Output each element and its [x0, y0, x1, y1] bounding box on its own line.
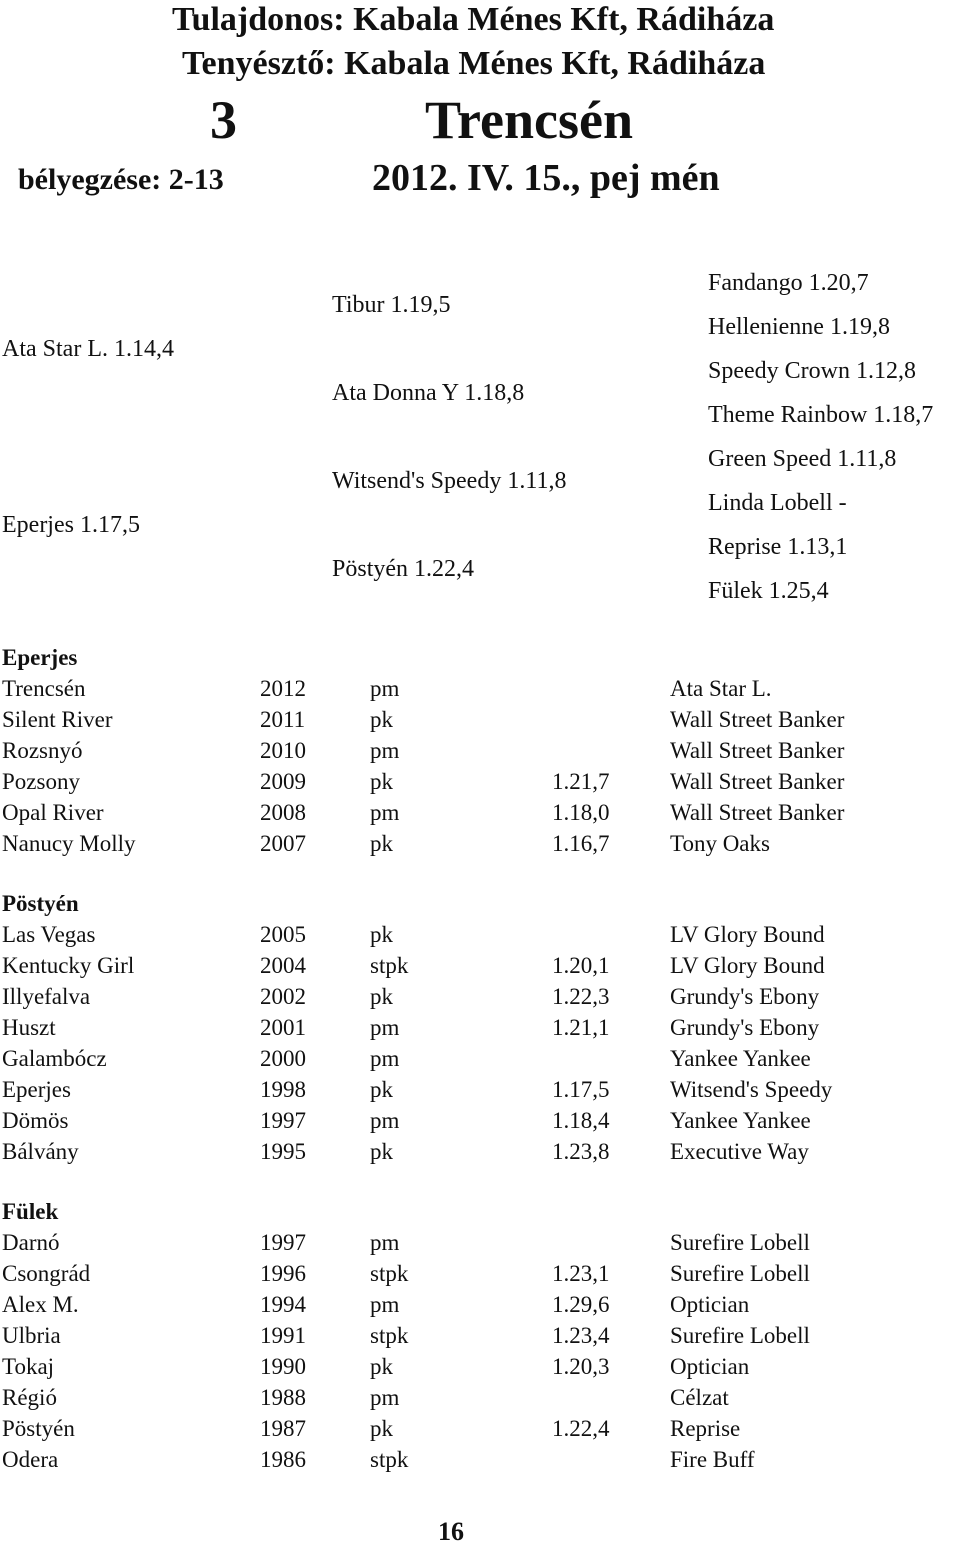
offspring-sire: Fire Buff [670, 1447, 755, 1472]
section-title: Pöstyén [2, 891, 79, 916]
offspring-sire: Optician [670, 1354, 750, 1379]
offspring-name: Las Vegas [2, 922, 96, 947]
offspring-sire: Yankee Yankee [670, 1108, 811, 1133]
offspring-name: Opal River [2, 800, 104, 825]
offspring-sex: stpk [370, 1447, 409, 1472]
offspring-year: 2004 [260, 953, 306, 978]
horse-name: Trencsén [425, 90, 633, 150]
offspring-sex: pm [370, 738, 400, 763]
offspring-year: 1995 [260, 1139, 306, 1164]
table-row [2, 1227, 942, 1258]
offspring-sire: LV Glory Bound [670, 922, 825, 947]
offspring-name: Illyefalva [2, 984, 91, 1009]
offspring-section-eperjes [2, 642, 942, 859]
owner-line: Tulajdonos: Kabala Ménes Kft, Rádiháza [172, 1, 775, 38]
table-row [2, 1258, 942, 1289]
offspring-name: Eperjes [2, 1077, 71, 1102]
offspring-sire: Célzat [670, 1385, 729, 1410]
offspring-year: 2000 [260, 1046, 306, 1071]
offspring-sex: pk [370, 922, 393, 947]
table-row [2, 1382, 942, 1413]
offspring-sex: pk [370, 831, 393, 856]
pedigree-g3-8: Fülek 1.25,4 [708, 578, 829, 604]
table-row [2, 981, 942, 1012]
offspring-name: Dömös [2, 1108, 69, 1133]
offspring-year: 2012 [260, 676, 306, 701]
pedigree-g3-7: Reprise 1.13,1 [708, 534, 848, 560]
offspring-sire: Grundy's Ebony [670, 1015, 820, 1040]
table-row [2, 919, 942, 950]
offspring-record: 1.21,1 [552, 1015, 610, 1040]
table-row [2, 1105, 942, 1136]
offspring-name: Huszt [2, 1015, 56, 1040]
offspring-sex: pm [370, 1015, 400, 1040]
offspring-sire: Reprise [670, 1416, 741, 1441]
offspring-year: 2010 [260, 738, 306, 763]
offspring-sex: stpk [370, 1323, 409, 1348]
offspring-name: Régió [2, 1385, 57, 1410]
pedigree-g3-4: Theme Rainbow 1.18,7 [708, 402, 934, 428]
offspring-record: 1.18,0 [552, 800, 610, 825]
table-row [2, 1351, 942, 1382]
offspring-sex: pk [370, 1416, 393, 1441]
offspring-sex: pk [370, 984, 393, 1009]
offspring-name: Darnó [2, 1230, 60, 1255]
catalog-number: 3 [210, 90, 237, 150]
offspring-sire: Surefire Lobell [670, 1261, 810, 1286]
offspring-sex: pk [370, 707, 393, 732]
offspring-name: Ulbria [2, 1323, 61, 1348]
offspring-year: 2005 [260, 922, 306, 947]
table-row [2, 704, 942, 735]
offspring-year: 1990 [260, 1354, 306, 1379]
offspring-record: 1.17,5 [552, 1077, 610, 1102]
offspring-sex: pk [370, 1139, 393, 1164]
pedigree-g3-5: Green Speed 1.11,8 [708, 446, 897, 472]
offspring-year: 1997 [260, 1230, 306, 1255]
offspring-sex: pm [370, 1385, 400, 1410]
offspring-name: Csongrád [2, 1261, 91, 1286]
pedigree-sire-dam: Ata Donna Y 1.18,8 [332, 380, 525, 406]
stamp-code: bélyegzése: 2-13 [18, 163, 224, 196]
offspring-name: Rozsnyó [2, 738, 83, 763]
offspring-name: Alex M. [2, 1292, 79, 1317]
pedigree-g3-1: Fandango 1.20,7 [708, 270, 869, 296]
offspring-year: 1994 [260, 1292, 306, 1317]
pedigree-sire: Ata Star L. 1.14,4 [2, 336, 174, 362]
birth-info: 2012. IV. 15., pej mén [372, 157, 720, 199]
offspring-record: 1.20,1 [552, 953, 610, 978]
offspring-year: 2002 [260, 984, 306, 1009]
offspring-sire: Witsend's Speedy [670, 1077, 833, 1102]
table-row [2, 1012, 942, 1043]
offspring-sex: pm [370, 1230, 400, 1255]
offspring-sex: pm [370, 800, 400, 825]
offspring-section-postyen [2, 888, 942, 1167]
offspring-name: Galambócz [2, 1046, 107, 1071]
offspring-year: 1987 [260, 1416, 306, 1441]
table-row [2, 1289, 942, 1320]
offspring-year: 1991 [260, 1323, 306, 1348]
offspring-year: 1997 [260, 1108, 306, 1133]
offspring-name: Trencsén [2, 676, 86, 701]
offspring-year: 2008 [260, 800, 306, 825]
offspring-year: 1998 [260, 1077, 306, 1102]
offspring-record: 1.23,4 [552, 1323, 610, 1348]
table-row [2, 766, 942, 797]
table-row [2, 1444, 942, 1475]
pedigree-dam-sire: Witsend's Speedy 1.11,8 [332, 468, 567, 494]
offspring-sex: stpk [370, 1261, 409, 1286]
table-row [2, 1136, 942, 1167]
offspring-name: Nanucy Molly [2, 831, 136, 856]
offspring-sex: pm [370, 1108, 400, 1133]
offspring-sire: Tony Oaks [670, 831, 770, 856]
offspring-year: 1988 [260, 1385, 306, 1410]
offspring-sex: pm [370, 1046, 400, 1071]
section-title: Fülek [2, 1199, 59, 1224]
offspring-sire: Grundy's Ebony [670, 984, 820, 1009]
offspring-name: Bálvány [2, 1139, 79, 1164]
offspring-sire: Executive Way [670, 1139, 809, 1164]
table-row [2, 735, 942, 766]
offspring-sire: Wall Street Banker [670, 707, 845, 732]
offspring-record: 1.18,4 [552, 1108, 610, 1133]
offspring-name: Silent River [2, 707, 113, 732]
offspring-year: 2011 [260, 707, 306, 732]
offspring-name: Kentucky Girl [2, 953, 135, 978]
offspring-record: 1.23,1 [552, 1261, 610, 1286]
offspring-record: 1.16,7 [552, 831, 610, 856]
offspring-sex: pm [370, 676, 400, 701]
offspring-sire: Wall Street Banker [670, 769, 845, 794]
offspring-year: 1986 [260, 1447, 306, 1472]
pedigree-dam: Eperjes 1.17,5 [2, 512, 140, 538]
table-row [2, 1074, 942, 1105]
offspring-record: 1.23,8 [552, 1139, 610, 1164]
pedigree-g3-3: Speedy Crown 1.12,8 [708, 358, 916, 384]
table-row [2, 1043, 942, 1074]
section-title: Eperjes [2, 645, 78, 670]
offspring-sire: Yankee Yankee [670, 1046, 811, 1071]
offspring-sire: Wall Street Banker [670, 800, 845, 825]
offspring-record: 1.21,7 [552, 769, 610, 794]
offspring-sire: LV Glory Bound [670, 953, 825, 978]
pedigree-g3-2: Hellenienne 1.19,8 [708, 314, 890, 340]
page-number: 16 [438, 1517, 464, 1546]
pedigree-dam-dam: Pöstyén 1.22,4 [332, 556, 475, 582]
offspring-year: 2009 [260, 769, 306, 794]
offspring-record: 1.22,4 [552, 1416, 610, 1441]
offspring-year: 2001 [260, 1015, 306, 1040]
pedigree-g3-6: Linda Lobell - [708, 490, 847, 516]
offspring-name: Pöstyén [2, 1416, 75, 1441]
offspring-section-fulek [2, 1196, 942, 1475]
offspring-year: 2007 [260, 831, 306, 856]
table-row [2, 828, 942, 859]
offspring-sex: pk [370, 1077, 393, 1102]
offspring-record: 1.22,3 [552, 984, 610, 1009]
table-row [2, 950, 942, 981]
table-row [2, 797, 942, 828]
offspring-sex: pm [370, 1292, 400, 1317]
offspring-sire: Ata Star L. [670, 676, 772, 701]
offspring-sire: Surefire Lobell [670, 1323, 810, 1348]
table-row [2, 1413, 942, 1444]
offspring-sex: stpk [370, 953, 409, 978]
table-row [2, 1320, 942, 1351]
pedigree-sire-sire: Tibur 1.19,5 [332, 292, 451, 318]
offspring-year: 1996 [260, 1261, 306, 1286]
offspring-sire: Wall Street Banker [670, 738, 845, 763]
offspring-sire: Optician [670, 1292, 750, 1317]
offspring-record: 1.29,6 [552, 1292, 610, 1317]
offspring-name: Pozsony [2, 769, 80, 794]
offspring-record: 1.20,3 [552, 1354, 610, 1379]
offspring-sex: pk [370, 1354, 393, 1379]
breeder-line: Tenyésztő: Kabala Ménes Kft, Rádiháza [182, 45, 766, 82]
table-row [2, 673, 942, 704]
offspring-sire: Surefire Lobell [670, 1230, 810, 1255]
offspring-name: Tokaj [2, 1354, 55, 1379]
offspring-sex: pk [370, 769, 393, 794]
offspring-name: Odera [2, 1447, 59, 1472]
